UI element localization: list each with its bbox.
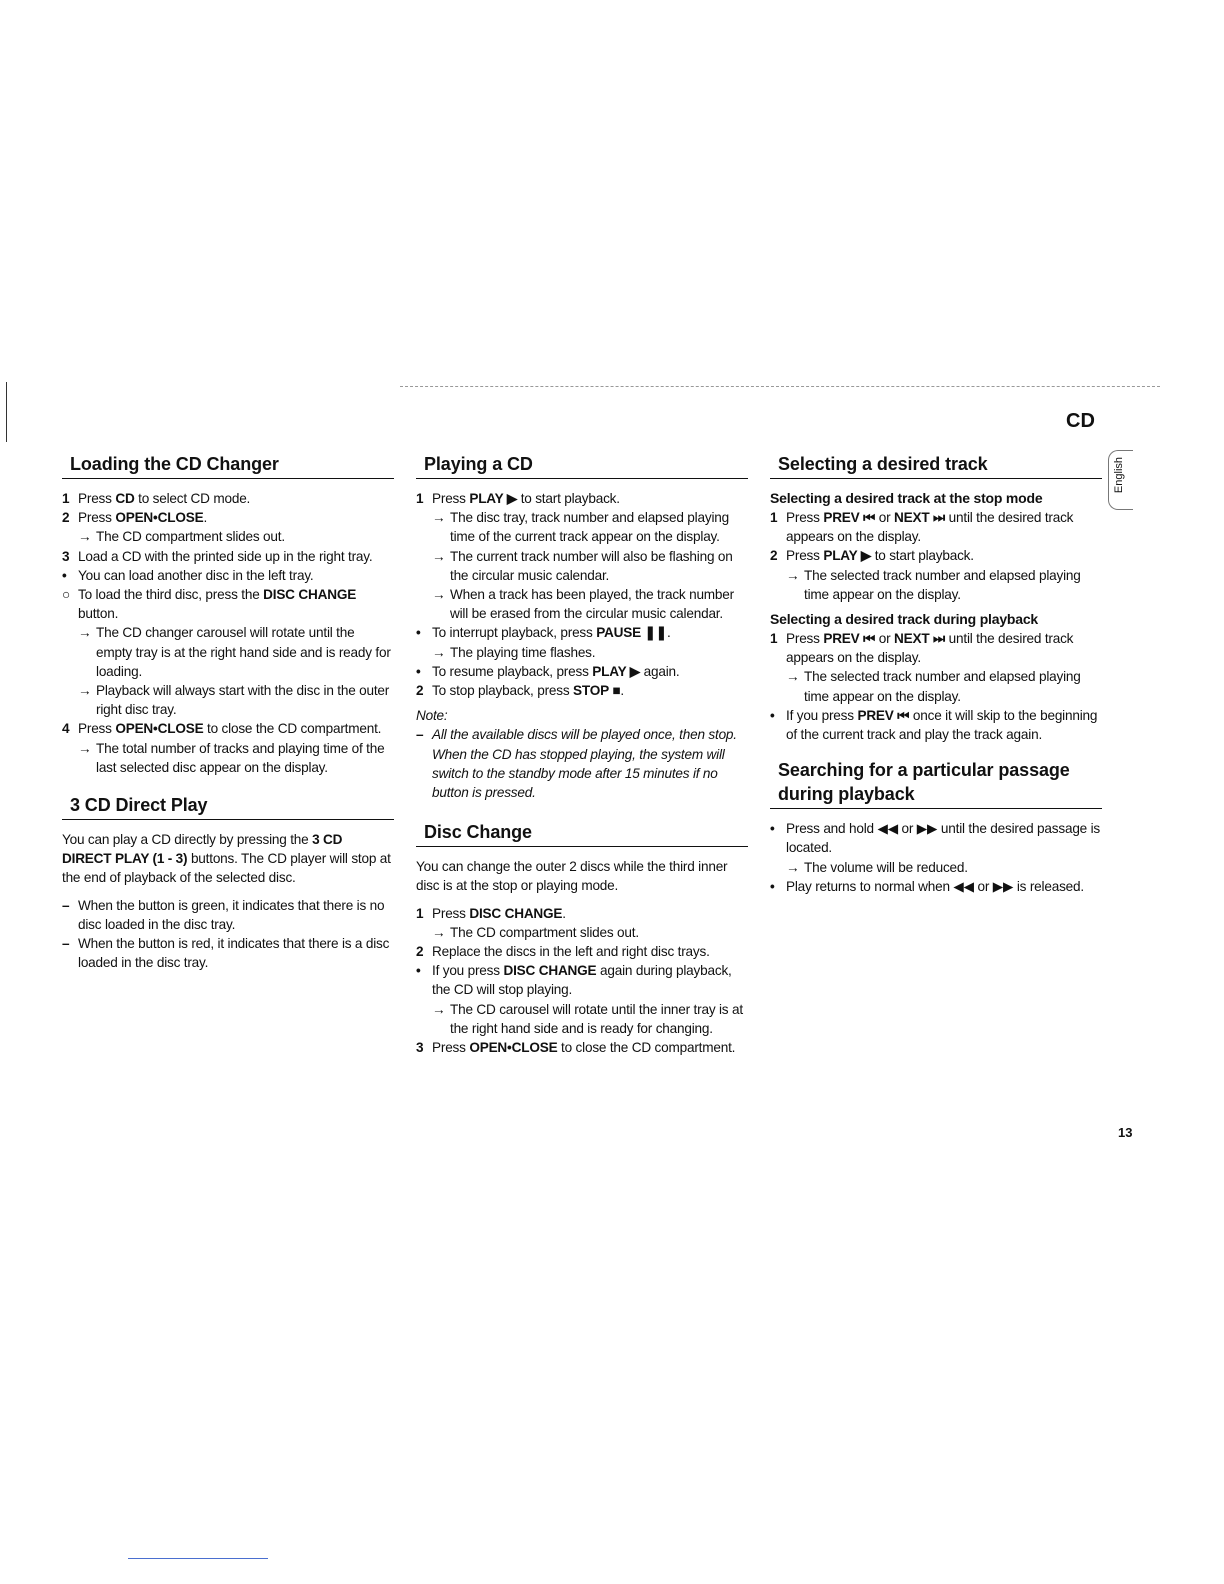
arrow-icon: → <box>786 567 800 583</box>
bullet-icon: • <box>416 963 421 979</box>
result-item: → The total number of tracks and playing time of the last selected disc appear on the display. <box>62 739 394 777</box>
result-item: → The CD compartment slides out. <box>62 527 394 546</box>
loading-title: Loading the CD Changer <box>62 452 394 479</box>
list-item: 2 To stop playback, press STOP ■. <box>416 683 624 699</box>
language-label: English <box>1113 457 1125 494</box>
circle-icon: ○ <box>62 587 71 603</box>
bullet-icon: • <box>416 625 421 641</box>
list-item: – When the button is red, it indicates that there is a disc loaded in the disc tray. <box>62 934 394 972</box>
footer-rule <box>128 1558 268 1559</box>
list-item: • Press and hold ◀◀ or ▶▶ until the desired passage is located. <box>770 819 1102 857</box>
list-item: ○ To load the third disc, press the DISC CHANGE button. <box>62 585 394 623</box>
result-item: → The volume will be reduced. <box>770 858 1102 877</box>
list-item: 1 Press DISC CHANGE. <box>416 905 566 921</box>
list-item: • You can load another disc in the left tray. <box>62 566 394 585</box>
column-right <box>770 452 1102 896</box>
list-item: 1 Press PREV ⏮ or NEXT ⏭ until the desired track appears on the display. <box>770 631 1074 666</box>
list-item: 3 Load a CD with the printed side up in the right tray. <box>62 548 373 564</box>
direct-play-title: 3 CD Direct Play <box>62 793 394 820</box>
arrow-icon: → <box>432 548 446 564</box>
bullet-icon: • <box>770 821 775 837</box>
arrow-icon: → <box>432 587 446 603</box>
result-item: → The selected track number and elapsed playing time appear on the display. <box>770 566 1102 604</box>
dash-icon: – <box>62 936 70 952</box>
section-header: CD <box>1066 410 1095 432</box>
result-item: → The selected track number and elapsed playing time appear on the display. <box>770 667 1102 705</box>
list-item: 1 Press CD to select CD mode. <box>62 491 251 506</box>
selecting-playback-subtitle: Selecting a desired track during playback <box>770 611 1039 628</box>
bullet-icon: • <box>770 878 775 894</box>
list-item: 3 Press OPEN•CLOSE to close the CD compartment. <box>416 1040 736 1056</box>
column-middle <box>416 452 748 1057</box>
language-tab <box>1108 450 1133 510</box>
searching-title: Searching for a particular passage during playback <box>770 758 1102 809</box>
bullet-icon: • <box>770 707 775 723</box>
list-item: 1 Press PREV ⏮ or NEXT ⏭ until the desired track appears on the display. <box>770 510 1074 545</box>
list-item: 2 Replace the discs in the left and right disc trays. <box>416 944 710 960</box>
list-item: 4 Press OPEN•CLOSE to close the CD compartment. <box>62 721 382 737</box>
result-item: → The disc tray, track number and elapsed playing time of the current track appear on the display. <box>416 508 748 546</box>
note-text: – All the available discs will be played once, then stop. When the CD has stopped playing, the system will switch to the standby mode after 15 minutes if no button is pressed. <box>416 725 748 802</box>
column-left <box>62 452 394 972</box>
result-item: → The current track number will also be flashing on the circular music calendar. <box>416 547 748 585</box>
arrow-icon: → <box>432 644 446 660</box>
disc-change-title: Disc Change <box>416 820 748 847</box>
arrow-icon: → <box>78 529 92 545</box>
header-rule <box>400 386 1160 387</box>
direct-play-intro: You can play a CD directly by pressing the 3 CD DIRECT PLAY (1 - 3) buttons. The CD player will stop at the end of playback of the selected disc. <box>62 832 391 886</box>
scan-edge-mark <box>6 382 7 442</box>
disc-change-intro: You can change the outer 2 discs while the third inner disc is at the stop or playing mode. <box>416 859 728 894</box>
arrow-icon: → <box>78 625 92 641</box>
selecting-stop-subtitle: Selecting a desired track at the stop mode <box>770 490 1043 506</box>
bullet-icon: • <box>416 663 421 679</box>
list-item: 1 Press PLAY ▶ to start playback. <box>416 491 620 506</box>
dash-icon: – <box>416 727 424 743</box>
arrow-icon: → <box>78 740 92 756</box>
dash-icon: – <box>62 897 70 913</box>
bullet-icon: • <box>62 567 67 583</box>
page-number: 13 <box>1118 1125 1133 1140</box>
arrow-icon: → <box>786 669 800 685</box>
result-item: → The playing time flashes. <box>416 643 748 662</box>
result-item: → The CD compartment slides out. <box>416 923 748 942</box>
result-item: → The CD changer carousel will rotate until the empty tray is at the right hand side and is ready for loading. <box>62 623 394 681</box>
list-item: • Play returns to normal when ◀◀ or ▶▶ is released. <box>770 877 1102 896</box>
list-item: • To resume playback, press PLAY ▶ again. <box>416 662 748 681</box>
arrow-icon: → <box>432 510 446 526</box>
list-item: • To interrupt playback, press PAUSE ❚❚. <box>416 623 748 642</box>
arrow-icon: → <box>432 1001 446 1017</box>
result-item: → When a track has been played, the track number will be erased from the circular music calendar. <box>416 585 748 623</box>
arrow-icon: → <box>786 859 800 875</box>
list-item: • If you press PREV ⏮ once it will skip to the beginning of the current track and play the track again. <box>770 706 1102 744</box>
arrow-icon: → <box>78 683 92 699</box>
list-item: 2 Press OPEN•CLOSE. <box>62 510 208 526</box>
result-item: → Playback will always start with the disc in the outer right disc tray. <box>62 681 394 719</box>
playing-title: Playing a CD <box>416 452 748 479</box>
list-item: • If you press DISC CHANGE again during playback, the CD will stop playing. <box>416 961 748 999</box>
list-item: 2 Press PLAY ▶ to start playback. <box>770 548 974 564</box>
selecting-title: Selecting a desired track <box>770 452 1102 479</box>
list-item: – When the button is green, it indicates that there is no disc loaded in the disc tray. <box>62 896 394 934</box>
arrow-icon: → <box>432 924 446 940</box>
note-label: Note: <box>416 708 448 724</box>
result-item: → The CD carousel will rotate until the inner tray is at the right hand side and is ready for changing. <box>416 1000 748 1038</box>
